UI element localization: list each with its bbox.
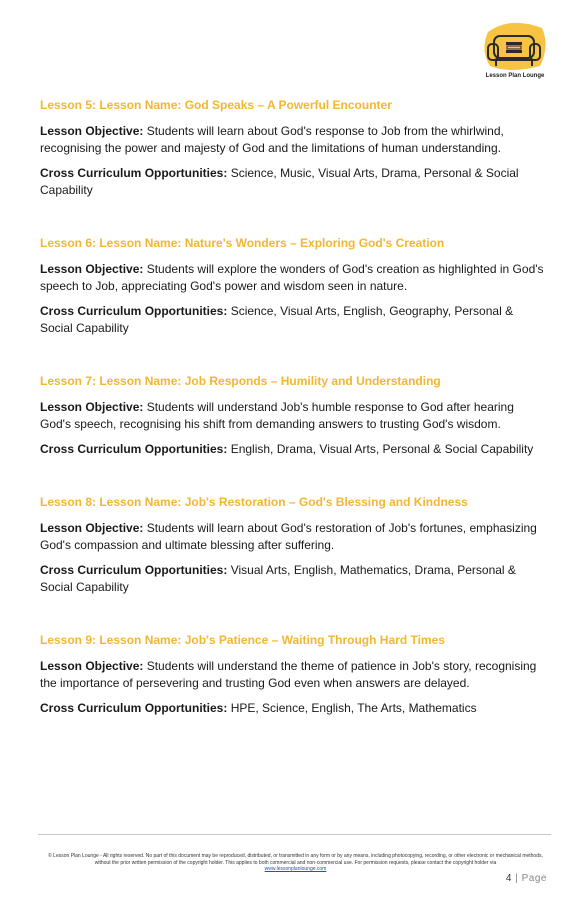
footer-copyright	[44, 853, 547, 873]
lesson-objective	[40, 399, 545, 433]
cross-curriculum	[40, 441, 545, 458]
lesson-list	[40, 97, 545, 753]
cross-text: Visual Arts, English, Mathematics, Drama, Personal & Social Capability	[40, 563, 516, 594]
cross-text: HPE, Science, English, The Arts, Mathematics	[230, 701, 477, 715]
lesson-5	[40, 97, 545, 199]
copyright-text: © Lesson Plan Lounge - All rights reserved. No part of this document may be reproduced, distributed, or transmitted in any form or by any means, including photocopying, recording, or other electronic or mechanical methods, without the prior written permission of the copyright holder. This applies to both commercial and non-commercial use. For permission requests, please contact the copyright holder via	[48, 853, 543, 866]
objective-text: Students will understand Job's humble response to God after hearing God's speech, recognising his shift from demanding answers to trusting God's wisdom.	[40, 400, 514, 431]
lesson-7	[40, 373, 545, 458]
lesson-title: Lesson 7: Lesson Name: Job Responds – Humility and Understanding	[40, 374, 441, 388]
cross-curriculum	[40, 700, 545, 717]
objective-text: Students will learn about God's restoration of Job's fortunes, emphasizing God's compassion and ultimate blessing after suffering.	[40, 521, 537, 552]
cross-label: Cross Curriculum Opportunities:	[40, 166, 228, 180]
lesson-9	[40, 632, 545, 717]
lesson-6	[40, 235, 545, 337]
objective-text: Students will explore the wonders of God's creation as highlighted in God's speech to Job, appreciating God's power and wisdom seen in nature.	[40, 262, 544, 293]
lesson-title: Lesson 8: Lesson Name: Job's Restoration – God's Blessing and Kindness	[40, 495, 468, 509]
cross-curriculum	[40, 303, 545, 337]
objective-text: Students will learn about God's response to Job from the whirlwind, recognising the power and majesty of God and the limitations of human understanding.	[40, 124, 504, 155]
brand-logo	[480, 22, 550, 82]
page-label: | Page	[515, 873, 547, 884]
cross-text: Science, Visual Arts, English, Geography, Personal & Social Capability	[40, 304, 514, 335]
page-number	[506, 873, 547, 884]
objective-label: Lesson Objective:	[40, 262, 144, 276]
armchair-books-icon	[480, 22, 550, 72]
lesson-objective	[40, 658, 545, 692]
lesson-title: Lesson 6: Lesson Name: Nature's Wonders – Exploring God's Creation	[40, 236, 445, 250]
page-number-value: 4	[505, 873, 512, 884]
objective-label: Lesson Objective:	[40, 400, 144, 414]
footer-divider	[38, 834, 551, 835]
cross-curriculum	[40, 562, 545, 596]
cross-curriculum	[40, 165, 545, 199]
cross-text: Science, Music, Visual Arts, Drama, Personal & Social Capability	[40, 166, 519, 197]
website-link[interactable]: www.lessonplanlounge.com	[264, 866, 327, 872]
lesson-title: Lesson 9: Lesson Name: Job's Patience – Waiting Through Hard Times	[40, 633, 445, 647]
objective-label: Lesson Objective:	[40, 659, 144, 673]
cross-label: Cross Curriculum Opportunities:	[40, 304, 228, 318]
objective-label: Lesson Objective:	[40, 124, 144, 138]
cross-label: Cross Curriculum Opportunities:	[40, 563, 228, 577]
cross-text: English, Drama, Visual Arts, Personal & Social Capability	[230, 442, 534, 456]
lesson-objective	[40, 261, 545, 295]
objective-text: Students will understand the theme of patience in Job's story, recognising the importance of persevering and trusting God even when answers are delayed.	[40, 659, 537, 690]
cross-label: Cross Curriculum Opportunities:	[40, 442, 228, 456]
lesson-objective	[40, 520, 545, 554]
brand-name: Lesson Plan Lounge	[485, 73, 545, 79]
cross-label: Cross Curriculum Opportunities:	[40, 701, 228, 715]
lesson-8	[40, 494, 545, 596]
objective-label: Lesson Objective:	[40, 521, 144, 535]
lesson-title: Lesson 5: Lesson Name: God Speaks – A Powerful Encounter	[40, 98, 392, 112]
lesson-objective	[40, 123, 545, 157]
